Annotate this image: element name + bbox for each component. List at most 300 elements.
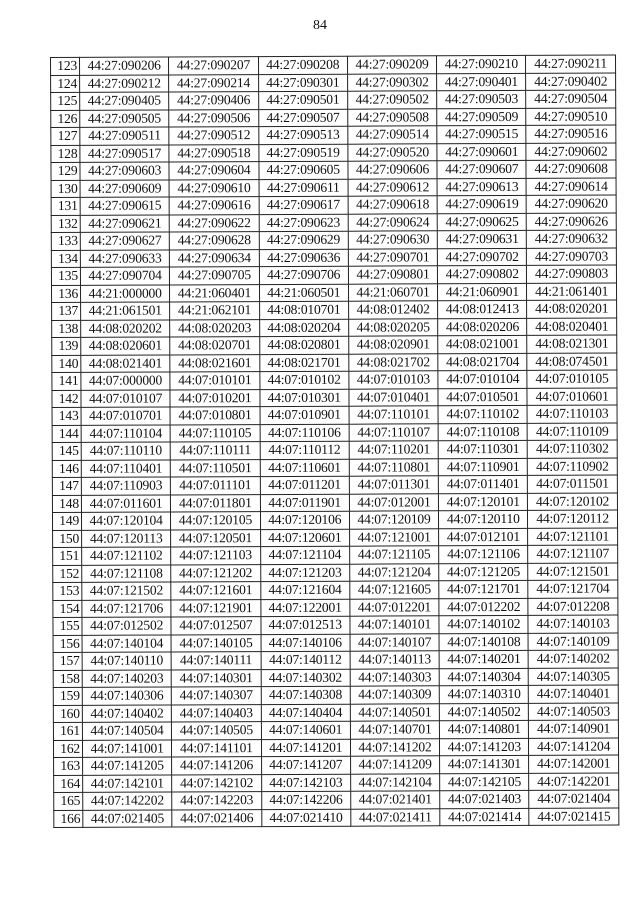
cadastral-number-cell: 44:07:140110 [82, 652, 171, 670]
cadastral-number-cell: 44:07:010501 [438, 388, 527, 406]
cadastral-number-cell: 44:08:021702 [349, 353, 438, 371]
cadastral-number-cell: 44:07:121706 [82, 599, 171, 617]
row-number-cell: 136 [51, 285, 80, 303]
cadastral-number-cell: 44:27:090302 [347, 73, 436, 91]
cadastral-number-cell: 44:07:142103 [261, 774, 350, 792]
cadastral-number-cell: 44:07:121204 [350, 563, 439, 581]
cadastral-number-cell: 44:27:090207 [169, 57, 258, 75]
cadastral-number-cell: 44:07:140403 [172, 704, 261, 722]
cadastral-number-cell: 44:07:140505 [172, 722, 261, 740]
cadastral-number-cell: 44:27:090503 [437, 90, 526, 108]
cadastral-number-cell: 44:27:090623 [259, 214, 348, 232]
cadastral-number-cell: 44:27:090636 [259, 249, 348, 267]
cadastral-number-cell: 44:07:120101 [439, 493, 528, 511]
row-number-cell: 151 [53, 547, 82, 565]
cadastral-number-cell: 44:27:090620 [527, 195, 616, 213]
row-number-cell: 147 [52, 477, 81, 495]
cadastral-number-cell: 44:27:090513 [258, 126, 347, 144]
row-number-cell: 153 [53, 582, 82, 600]
cadastral-number-cell: 44:08:021301 [527, 335, 616, 353]
cadastral-number-cell: 44:07:121202 [171, 564, 260, 582]
cadastral-number-cell: 44:07:012202 [439, 598, 528, 616]
cadastral-number-cell: 44:07:110104 [81, 424, 170, 442]
cadastral-number-cell: 44:21:060401 [170, 284, 259, 302]
cadastral-number-cell: 44:27:090603 [80, 162, 169, 180]
cadastral-number-cell: 44:07:110201 [349, 441, 438, 459]
row-number-cell: 164 [54, 775, 83, 793]
cadastral-number-cell: 44:07:140106 [261, 634, 350, 652]
cadastral-number-cell: 44:07:120104 [81, 512, 170, 530]
cadastral-number-cell: 44:07:121701 [439, 580, 528, 598]
cadastral-number-cell: 44:27:090508 [348, 108, 437, 126]
cadastral-number-cell: 44:27:090406 [169, 92, 258, 110]
cadastral-number-cell: 44:07:012502 [82, 617, 171, 635]
cadastral-number-cell: 44:27:090405 [80, 92, 169, 110]
cadastral-number-cell: 44:07:121001 [349, 528, 438, 546]
row-number-cell: 129 [51, 162, 80, 180]
cadastral-number-cell: 44:07:121605 [350, 581, 439, 599]
cadastral-number-cell: 44:07:140107 [350, 633, 439, 651]
cadastral-number-cell: 44:07:140112 [261, 651, 350, 669]
cadastral-number-cell: 44:07:141203 [440, 738, 529, 756]
cadastral-number-cell: 44:27:090612 [348, 178, 437, 196]
cadastral-number-cell: 44:07:010401 [349, 388, 438, 406]
cadastral-number-cell: 44:07:010105 [527, 370, 616, 388]
cadastral-number-cell: 44:07:141301 [440, 755, 529, 773]
cadastral-number-cell: 44:08:021701 [259, 354, 348, 372]
cadastral-number-cell: 44:07:140307 [172, 687, 261, 705]
cadastral-number-cell: 44:27:090609 [80, 179, 169, 197]
cadastral-number-cell: 44:07:110110 [81, 442, 170, 460]
cadastral-number-cell: 44:07:140201 [439, 650, 528, 668]
cadastral-number-cell: 44:07:110111 [170, 442, 259, 460]
cadastral-number-cell: 44:27:090517 [80, 144, 169, 162]
cadastral-number-cell: 44:27:090634 [170, 249, 259, 267]
cadastral-number-cell: 44:07:010601 [527, 388, 616, 406]
cadastral-number-cell: 44:07:140503 [529, 703, 618, 721]
row-number-cell: 163 [54, 757, 83, 775]
cadastral-number-cell: 44:08:021401 [81, 354, 170, 372]
cadastral-number-cell: 44:07:141202 [350, 738, 439, 756]
cadastral-number-cell: 44:07:140304 [439, 668, 528, 686]
cadastral-number-cell: 44:07:120109 [349, 511, 438, 529]
cadastral-number-cell: 44:08:021704 [438, 353, 527, 371]
cadastral-number-cell: 44:07:010801 [170, 407, 259, 425]
cadastral-number-cell: 44:27:090630 [348, 231, 437, 249]
cadastral-number-cell: 44:07:121101 [528, 528, 617, 546]
cadastral-number-cell: 44:07:140303 [350, 668, 439, 686]
cadastral-number-cell: 44:27:090208 [258, 56, 347, 74]
cadastral-number-cell: 44:07:140308 [261, 686, 350, 704]
cadastral-number-cell: 44:07:142203 [172, 792, 261, 810]
row-number-cell: 150 [53, 530, 82, 548]
cadastral-number-cell: 44:07:110109 [528, 423, 617, 441]
cadastral-number-cell: 44:08:020202 [81, 319, 170, 337]
cadastral-number-cell: 44:07:011101 [171, 477, 260, 495]
cadastral-number-cell: 44:07:140502 [440, 703, 529, 721]
cadastral-number-cell: 44:07:110501 [171, 459, 260, 477]
row-number-cell: 156 [53, 635, 82, 653]
cadastral-number-cell: 44:27:090516 [526, 125, 615, 143]
cadastral-number-cell: 44:07:140101 [350, 616, 439, 634]
row-number-cell: 157 [53, 652, 82, 670]
cadastral-number-cell: 44:07:121901 [171, 599, 260, 617]
cadastral-number-cell: 44:07:010301 [260, 389, 349, 407]
row-number-cell: 161 [53, 722, 82, 740]
cadastral-number-cell: 44:07:140108 [439, 633, 528, 651]
cadastral-number-cell: 44:07:141101 [172, 739, 261, 757]
cadastral-number-cell: 44:27:090510 [526, 108, 615, 126]
cadastral-number-cell: 44:07:110302 [528, 440, 617, 458]
cadastral-number-cell: 44:07:140309 [350, 686, 439, 704]
cadastral-number-cell: 44:07:000000 [81, 372, 170, 390]
row-number-cell: 143 [52, 407, 81, 425]
cadastral-number-cell: 44:27:090506 [169, 109, 258, 127]
cadastral-number-cell: 44:07:110901 [438, 458, 527, 476]
cadastral-number-cell: 44:27:090631 [437, 230, 526, 248]
cadastral-number-cell: 44:07:121105 [350, 546, 439, 564]
row-number-cell: 166 [54, 810, 83, 828]
cadastral-number-cell: 44:27:090206 [80, 57, 169, 75]
cadastral-number-cell: 44:27:090401 [437, 73, 526, 91]
cadastral-number-cell: 44:27:090801 [348, 266, 437, 284]
cadastral-number-cell: 44:27:090211 [526, 55, 615, 73]
cadastral-number-cell: 44:27:090622 [169, 214, 258, 232]
cadastral-number-cell: 44:07:110102 [438, 405, 527, 423]
row-number-cell: 159 [53, 687, 82, 705]
cadastral-number-cell: 44:27:090602 [526, 143, 615, 161]
cadastral-number-cell: 44:27:090601 [437, 143, 526, 161]
cadastral-number-cell: 44:07:021406 [172, 809, 261, 827]
cadastral-number-cell: 44:08:020203 [170, 319, 259, 337]
cadastral-number-cell: 44:08:012402 [348, 301, 437, 319]
cadastral-number-cell: 44:07:011201 [260, 476, 349, 494]
cadastral-number-cell: 44:27:090505 [80, 109, 169, 127]
cadastral-number-cell: 44:27:090625 [437, 213, 526, 231]
cadastral-number-cell: 44:07:010101 [170, 372, 259, 390]
cadastral-number-cell: 44:27:090518 [169, 144, 258, 162]
cadastral-number-cell: 44:21:060501 [259, 284, 348, 302]
cadastral-number-cell: 44:27:090504 [526, 90, 615, 108]
table-row [54, 808, 619, 828]
cadastral-number-cell: 44:08:020901 [349, 336, 438, 354]
cadastral-number-cell: 44:07:012507 [171, 617, 260, 635]
cadastral-number-cell: 44:27:090618 [348, 196, 437, 214]
cadastral-number-cell: 44:07:021414 [440, 808, 529, 826]
cadastral-number-cell: 44:07:141205 [83, 757, 172, 775]
cadastral-number-cell: 44:08:021001 [438, 335, 527, 353]
cadastral-number-cell: 44:07:141207 [261, 756, 350, 774]
cadastral-number-cell: 44:27:090604 [169, 162, 258, 180]
cadastral-number-cell: 44:07:121107 [528, 545, 617, 563]
cadastral-number-cell: 44:07:121203 [260, 564, 349, 582]
cadastral-number-cell: 44:07:121103 [171, 547, 260, 565]
row-number-cell: 149 [52, 512, 81, 530]
cadastral-number-cell: 44:07:110107 [349, 423, 438, 441]
cadastral-number-cell: 44:08:020205 [349, 318, 438, 336]
row-number-cell: 148 [52, 495, 81, 513]
cadastral-number-cell: 44:07:142206 [261, 791, 350, 809]
cadastral-number-cell: 44:07:142105 [440, 773, 529, 791]
cadastral-number-cell: 44:08:020206 [438, 318, 527, 336]
cadastral-number-cell: 44:27:090210 [437, 55, 526, 73]
cadastral-number-cell: 44:07:140402 [82, 704, 171, 722]
cadastral-number-cell: 44:27:090301 [258, 74, 347, 92]
cadastral-number-cell: 44:07:142201 [529, 773, 618, 791]
cadastral-number-cell: 44:07:120106 [260, 511, 349, 529]
cadastral-number-cell: 44:27:090515 [437, 125, 526, 143]
cadastral-number-cell: 44:07:110601 [260, 459, 349, 477]
cadastral-number-cell: 44:07:110801 [349, 458, 438, 476]
cadastral-number-cell: 44:27:090706 [259, 266, 348, 284]
cadastral-number-cell: 44:27:090629 [259, 231, 348, 249]
cadastral-number-cell: 44:07:110301 [438, 440, 527, 458]
cadastral-number-cell: 44:27:090606 [348, 161, 437, 179]
cadastral-number-cell: 44:08:074501 [527, 353, 616, 371]
cadastral-number-cell: 44:07:140306 [82, 687, 171, 705]
row-number-cell: 144 [52, 425, 81, 443]
row-number-cell: 154 [53, 600, 82, 618]
row-number-cell: 140 [52, 355, 81, 373]
cadastral-number-cell: 44:07:121205 [439, 563, 528, 581]
cadastral-number-cell: 44:07:140202 [529, 650, 618, 668]
cadastral-number-cell: 44:27:090514 [348, 126, 437, 144]
cadastral-number-cell: 44:27:090704 [80, 267, 169, 285]
row-number-cell: 128 [51, 145, 80, 163]
cadastral-number-cell: 44:07:010201 [170, 389, 259, 407]
cadastral-number-cell: 44:27:090802 [438, 265, 527, 283]
cadastral-number-cell: 44:07:140109 [529, 633, 618, 651]
cadastral-number-cell: 44:07:140404 [261, 704, 350, 722]
cadastral-number-cell: 44:27:090501 [258, 91, 347, 109]
row-number-cell: 123 [51, 57, 80, 75]
cadastral-number-cell: 44:07:021403 [440, 790, 529, 808]
cadastral-number-cell: 44:07:021411 [351, 808, 440, 826]
row-number-cell: 124 [51, 75, 80, 93]
cadastral-number-cell: 44:07:021404 [529, 790, 618, 808]
cadastral-number-cell: 44:27:090605 [259, 161, 348, 179]
row-number-cell: 125 [51, 92, 80, 110]
cadastral-number-cell: 44:07:011601 [81, 494, 170, 512]
cadastral-number-cell: 44:27:090616 [169, 197, 258, 215]
row-number-cell: 132 [51, 215, 80, 233]
cadastral-number-cell: 44:07:140310 [439, 685, 528, 703]
cadastral-number-cell: 44:07:120102 [528, 493, 617, 511]
cadastral-number-cell: 44:07:142001 [529, 755, 618, 773]
row-number-cell: 142 [52, 390, 81, 408]
cadastral-number-cell: 44:07:110103 [528, 405, 617, 423]
cadastral-number-cell: 44:21:061401 [527, 283, 616, 301]
cadastral-number-cell: 44:07:140203 [82, 669, 171, 687]
cadastral-number-cell: 44:27:090705 [170, 267, 259, 285]
cadastral-number-cell: 44:07:140104 [82, 634, 171, 652]
cadastral-number-cell: 44:07:142101 [83, 774, 172, 792]
cadastral-number-cell: 44:27:090701 [348, 248, 437, 266]
cadastral-number-cell: 44:27:090703 [527, 248, 616, 266]
cadastral-number-cell: 44:07:010104 [438, 370, 527, 388]
cadastral-number-cell: 44:07:011501 [528, 475, 617, 493]
row-number-cell: 131 [51, 197, 80, 215]
cadastral-number-cell: 44:07:110903 [81, 477, 170, 495]
cadastral-number-table [50, 55, 619, 828]
cadastral-number-cell: 44:07:121108 [82, 564, 171, 582]
row-number-cell: 165 [54, 792, 83, 810]
cadastral-number-cell: 44:07:121502 [82, 582, 171, 600]
cadastral-number-cell: 44:08:020801 [259, 336, 348, 354]
row-number-cell: 139 [52, 337, 81, 355]
cadastral-number-cell: 44:07:140305 [529, 668, 618, 686]
cadastral-number-cell: 44:27:090212 [80, 74, 169, 92]
cadastral-number-cell: 44:07:120113 [82, 529, 171, 547]
cadastral-number-cell: 44:07:021410 [261, 809, 350, 827]
cadastral-number-cell: 44:07:120601 [260, 529, 349, 547]
cadastral-number-cell: 44:07:021415 [529, 808, 618, 826]
cadastral-number-cell: 44:07:012101 [439, 528, 528, 546]
cadastral-number-cell: 44:27:090627 [80, 232, 169, 250]
cadastral-number-cell: 44:08:020201 [527, 300, 616, 318]
table-body [51, 55, 619, 827]
cadastral-number-cell: 44:27:090624 [348, 213, 437, 231]
row-number-cell: 160 [53, 705, 82, 723]
cadastral-number-cell: 44:07:122001 [260, 599, 349, 617]
cadastral-number-cell: 44:08:020601 [81, 337, 170, 355]
cadastral-number-cell: 44:07:140113 [350, 651, 439, 669]
cadastral-number-cell: 44:07:110106 [260, 424, 349, 442]
cadastral-number-cell: 44:07:121601 [171, 582, 260, 600]
cadastral-number-cell: 44:27:090626 [527, 213, 616, 231]
cadastral-number-cell: 44:07:141209 [350, 756, 439, 774]
row-number-cell: 158 [53, 670, 82, 688]
row-number-cell: 155 [53, 617, 82, 635]
cadastral-number-cell: 44:27:090214 [169, 74, 258, 92]
cadastral-number-cell: 44:21:060701 [348, 283, 437, 301]
cadastral-number-cell: 44:21:061501 [81, 302, 170, 320]
row-number-cell: 134 [51, 250, 80, 268]
cadastral-number-cell: 44:07:140102 [439, 615, 528, 633]
cadastral-number-cell: 44:27:090619 [437, 195, 526, 213]
cadastral-number-cell: 44:27:090613 [437, 178, 526, 196]
cadastral-number-cell: 44:27:090628 [170, 232, 259, 250]
cadastral-number-cell: 44:07:110101 [349, 406, 438, 424]
cadastral-number-cell: 44:07:140504 [82, 722, 171, 740]
cadastral-number-cell: 44:07:012208 [528, 598, 617, 616]
cadastral-number-cell: 44:27:090519 [258, 144, 347, 162]
cadastral-number-cell: 44:27:090511 [80, 127, 169, 145]
cadastral-number-cell: 44:07:140103 [528, 615, 617, 633]
cadastral-number-cell: 44:27:090615 [80, 197, 169, 215]
cadastral-number-cell: 44:07:012513 [261, 616, 350, 634]
cadastral-number-cell: 44:07:140901 [529, 720, 618, 738]
cadastral-number-cell: 44:07:110401 [81, 459, 170, 477]
cadastral-number-cell: 44:27:090632 [527, 230, 616, 248]
cadastral-number-cell: 44:07:141001 [82, 739, 171, 757]
cadastral-number-cell: 44:07:140111 [171, 652, 260, 670]
cadastral-number-cell: 44:27:090608 [526, 160, 615, 178]
cadastral-number-cell: 44:07:142202 [83, 792, 172, 810]
cadastral-number-cell: 44:07:140401 [529, 685, 618, 703]
cadastral-number-cell: 44:07:010901 [260, 406, 349, 424]
cadastral-number-cell: 44:07:010102 [259, 371, 348, 389]
cadastral-number-cell: 44:07:140601 [261, 721, 350, 739]
cadastral-number-cell: 44:07:141201 [261, 739, 350, 757]
cadastral-number-cell: 44:07:121102 [82, 547, 171, 565]
cadastral-number-cell: 44:07:110112 [260, 441, 349, 459]
row-number-cell: 162 [53, 740, 82, 758]
cadastral-number-cell: 44:07:121501 [528, 563, 617, 581]
row-number-cell: 145 [52, 442, 81, 460]
cadastral-number-cell: 44:07:121704 [528, 580, 617, 598]
cadastral-number-cell: 44:07:140701 [350, 721, 439, 739]
row-number-cell: 126 [51, 110, 80, 128]
cadastral-number-cell: 44:27:090402 [526, 73, 615, 91]
cadastral-number-cell: 44:08:020401 [527, 318, 616, 336]
cadastral-number-cell: 44:27:090803 [527, 265, 616, 283]
cadastral-number-cell: 44:07:012001 [349, 493, 438, 511]
cadastral-number-cell: 44:07:110108 [438, 423, 527, 441]
cadastral-number-cell: 44:07:140801 [440, 720, 529, 738]
cadastral-number-cell: 44:07:121106 [439, 545, 528, 563]
cadastral-number-cell: 44:07:120105 [171, 512, 260, 530]
row-number-cell: 146 [52, 460, 81, 478]
row-number-cell: 133 [51, 232, 80, 250]
cadastral-number-cell: 44:07:120110 [439, 510, 528, 528]
cadastral-number-cell: 44:27:090617 [259, 196, 348, 214]
cadastral-number-cell: 44:08:021601 [170, 354, 259, 372]
cadastral-number-cell: 44:08:020204 [259, 319, 348, 337]
cadastral-number-cell: 44:07:011301 [349, 476, 438, 494]
cadastral-number-cell: 44:07:120501 [171, 529, 260, 547]
cadastral-number-cell: 44:27:090621 [80, 214, 169, 232]
cadastral-number-cell: 44:27:090607 [437, 160, 526, 178]
row-number-cell: 152 [53, 565, 82, 583]
cadastral-number-cell: 44:07:120112 [528, 510, 617, 528]
cadastral-number-cell: 44:27:090633 [80, 249, 169, 267]
cadastral-number-cell: 44:27:090614 [527, 178, 616, 196]
cadastral-number-cell: 44:07:110902 [528, 458, 617, 476]
cadastral-number-cell: 44:07:010107 [81, 389, 170, 407]
cadastral-number-cell: 44:07:141204 [529, 738, 618, 756]
cadastral-number-cell: 44:27:090507 [258, 109, 347, 127]
cadastral-number-cell: 44:07:140501 [350, 703, 439, 721]
cadastral-number-cell: 44:21:062101 [170, 302, 259, 320]
cadastral-number-cell: 44:07:110105 [170, 424, 259, 442]
cadastral-number-cell: 44:27:090509 [437, 108, 526, 126]
cadastral-number-cell: 44:27:090520 [348, 143, 437, 161]
cadastral-number-cell: 44:07:010103 [349, 371, 438, 389]
cadastral-number-cell: 44:07:011901 [260, 494, 349, 512]
cadastral-number-cell: 44:27:090611 [259, 179, 348, 197]
cadastral-number-cell: 44:27:090610 [169, 179, 258, 197]
cadastral-number-cell: 44:07:121104 [260, 546, 349, 564]
cadastral-number-cell: 44:08:012413 [438, 300, 527, 318]
cadastral-number-cell: 44:07:011801 [171, 494, 260, 512]
cadastral-number-cell: 44:07:010701 [81, 407, 170, 425]
cadastral-number-cell: 44:07:140302 [261, 669, 350, 687]
cadastral-number-cell: 44:27:090512 [169, 127, 258, 145]
cadastral-number-cell: 44:27:090702 [438, 248, 527, 266]
cadastral-number-cell: 44:07:140105 [171, 634, 260, 652]
cadastral-number-cell: 44:21:000000 [80, 284, 169, 302]
row-number-cell: 141 [52, 372, 81, 390]
cadastral-number-cell: 44:07:141206 [172, 757, 261, 775]
cadastral-number-cell: 44:07:142104 [351, 773, 440, 791]
cadastral-number-cell: 44:07:021405 [83, 809, 172, 827]
row-number-cell: 138 [52, 320, 81, 338]
cadastral-number-cell: 44:07:140301 [171, 669, 260, 687]
cadastral-number-cell: 44:27:090209 [347, 56, 436, 74]
cadastral-number-cell: 44:07:142102 [172, 774, 261, 792]
row-number-cell: 130 [51, 180, 80, 198]
